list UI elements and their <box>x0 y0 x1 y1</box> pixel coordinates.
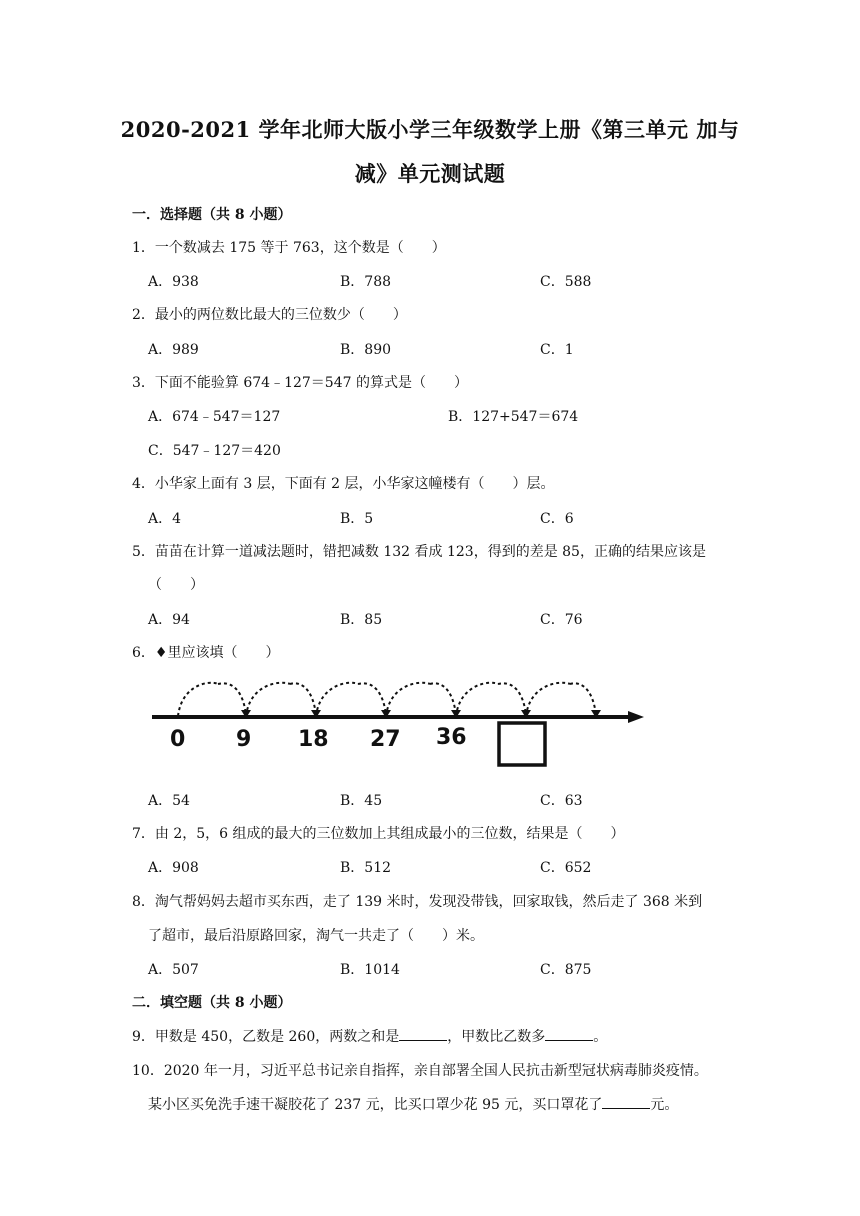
q10-text-part1: 某小区买免洗手速干凝胶花了 237 元，比买口罩少花 95 元，买口罩花了 <box>148 1097 603 1113</box>
number-line-label-18: 18 <box>298 727 329 752</box>
q2-option-a: A．989 <box>148 342 199 358</box>
question-6: 6．♦里应该填（ ） <box>132 645 280 661</box>
q9-text-part3: 。 <box>593 1029 608 1045</box>
q2-option-b: B．890 <box>340 342 392 358</box>
q3-option-b: B．127+547＝674 <box>448 409 579 425</box>
q8-option-c: C．875 <box>540 962 592 978</box>
q5-option-a: A．94 <box>148 612 190 628</box>
document-title-line1: 2020-2021 学年北师大版小学三年级数学上册《第三单元 加与 <box>120 117 740 142</box>
number-line-label-27: 27 <box>370 727 401 752</box>
section-heading-choice: 一．选择题（共 8 小题） <box>132 207 292 223</box>
q9-text-part2: ，甲数比乙数多 <box>447 1029 546 1045</box>
q6-option-a: A．54 <box>148 793 190 809</box>
question-10: 10．2020 年一月，习近平总书记亲自指挥，亲自部署全国人民抗击新型冠状病毒肺炎疫情。 <box>132 1063 708 1079</box>
number-line-label-36: 36 <box>436 725 467 750</box>
q7-option-b: B．512 <box>340 860 392 876</box>
section-heading-fill-in: 二．填空题（共 8 小题） <box>132 995 292 1011</box>
question-7: 7．由 2，5，6 组成的最大的三位数加上其组成最小的三位数，结果是（ ） <box>132 826 625 842</box>
q7-option-a: A．908 <box>148 860 199 876</box>
question-1: 1．一个数减去 175 等于 763，这个数是（ ） <box>132 240 446 256</box>
question-2: 2．最小的两位数比最大的三位数少（ ） <box>132 307 407 323</box>
q4-option-b: B．5 <box>340 511 374 527</box>
answer-blank[interactable] <box>602 1094 650 1109</box>
question-8-continued: 了超市，最后沿原路回家，淘气一共走了（ ）米。 <box>148 928 484 944</box>
answer-box <box>499 723 545 765</box>
document-title-line2: 减》单元测试题 <box>354 161 506 186</box>
answer-blank[interactable] <box>545 1026 593 1041</box>
question-4: 4．小华家上面有 3 层，下面有 2 层，小华家这幢楼有（ ）层。 <box>132 476 555 492</box>
q8-option-b: B．1014 <box>340 962 400 978</box>
q1-option-b: B．788 <box>340 274 392 290</box>
question-5-continued: （ ） <box>148 577 204 593</box>
number-line-label-9: 9 <box>236 727 252 752</box>
question-3: 3．下面不能验算 674﹣127＝547 的算式是（ ） <box>132 375 468 391</box>
q3-option-a: A．674﹣547＝127 <box>148 409 281 425</box>
q4-option-c: C．6 <box>540 511 574 527</box>
question-9 <box>132 1026 607 1046</box>
q5-option-b: B．85 <box>340 612 383 628</box>
q10-text-part2: 元。 <box>650 1097 679 1113</box>
q2-option-c: C．1 <box>540 342 574 358</box>
question-8: 8．淘气帮妈妈去超市买东西，走了 139 米时，发现没带钱，回家取钱，然后走了 368 米到 <box>132 894 703 910</box>
q9-text-part1: 9．甲数是 450，乙数是 260，两数之和是 <box>132 1029 400 1045</box>
question-5: 5．苗苗在计算一道减法题时，错把减数 132 看成 123，得到的差是 85，正确的结果应该是 <box>132 544 706 560</box>
q5-option-c: C．76 <box>540 612 583 628</box>
q8-option-a: A．507 <box>148 962 199 978</box>
question-10-continued <box>148 1094 678 1114</box>
q4-option-a: A．4 <box>148 511 182 527</box>
q3-option-c: C．547﹣127＝420 <box>148 443 281 459</box>
q6-option-c: C．63 <box>540 793 583 809</box>
number-line-label-0: 0 <box>170 727 186 752</box>
q1-option-c: C．588 <box>540 274 592 290</box>
q6-option-b: B．45 <box>340 793 383 809</box>
answer-blank[interactable] <box>399 1026 447 1041</box>
number-line-figure <box>150 676 650 772</box>
q7-option-c: C．652 <box>540 860 592 876</box>
q1-option-a: A．938 <box>148 274 199 290</box>
